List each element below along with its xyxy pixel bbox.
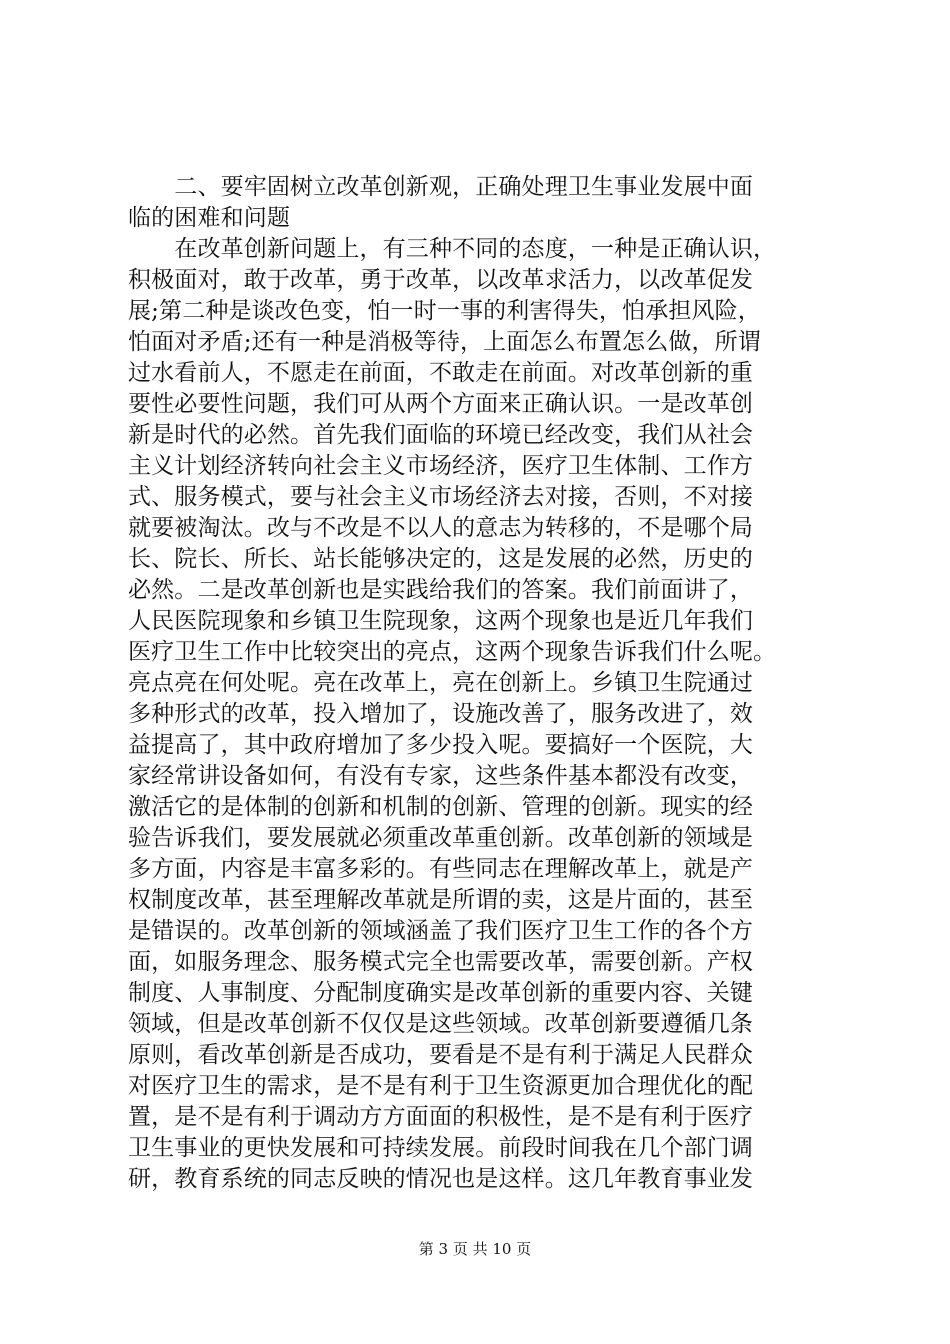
- text-line: 家经常讲设备如何，有没有专家，这些条件基本都没有改变，: [128, 763, 754, 789]
- text-line: 激活它的是体制的创新和机制的创新、管理的创新。现实的经: [128, 794, 754, 820]
- text-line: 面，如服务理念、服务模式完全也需要改革，需要创新。产权: [128, 949, 754, 975]
- text-line: 过水看前人，不愿走在前面，不敢走在前面。对改革创新的重: [128, 360, 754, 386]
- text-line: 展;第二种是谈改色变，怕一时一事的利害得失，怕承担风险，: [128, 298, 761, 324]
- text-line: 是错误的。改革创新的领域涵盖了我们医疗卫生工作的各个方: [128, 918, 754, 944]
- text-line: 新是时代的必然。首先我们面临的环境已经改变，我们从社会: [128, 422, 754, 448]
- text-line: 权制度改革，甚至理解改革就是所谓的卖，这是片面的，甚至: [128, 887, 754, 913]
- text-line: 多方面，内容是丰富多彩的。有些同志在理解改革上，就是产: [128, 856, 754, 882]
- heading-line: 二、要牢固树立改革创新观，正确处理卫生事业发展中面: [128, 174, 754, 200]
- text-line: 验告诉我们，要发展就必须重改革重创新。改革创新的领域是: [128, 825, 754, 851]
- text-line: 在改革创新问题上，有三种不同的态度，一种是正确认识，: [128, 236, 777, 262]
- text-line: 制度、人事制度、分配制度确实是改革创新的重要内容、关键: [128, 980, 754, 1006]
- text-line: 对医疗卫生的需求，是不是有利于卫生资源更加合理优化的配: [128, 1073, 754, 1099]
- text-line: 多种形式的改革，投入增加了，设施改善了，服务改进了，效: [128, 701, 754, 727]
- text-line: 益提高了，其中政府增加了多少投入呢。要搞好一个医院，大: [128, 732, 754, 758]
- page-number-footer: 第 3 页 共 10 页: [418, 1240, 532, 1258]
- text-line: 就要被淘汰。改与不改是不以人的意志为转移的，不是哪个局: [128, 515, 754, 541]
- text-line: 医疗卫生工作中比较突出的亮点，这两个现象告诉我们什么呢。: [128, 639, 777, 665]
- heading-line: 临的困难和问题: [128, 205, 291, 231]
- text-line: 长、院长、所长、站长能够决定的，这是发展的必然，历史的: [128, 546, 754, 572]
- text-line: 怕面对矛盾;还有一种是消极等待，上面怎么布置怎么做，所谓: [128, 329, 761, 355]
- text-line: 置，是不是有利于调动方方面面的积极性，是不是有利于医疗: [128, 1104, 754, 1130]
- text-line: 卫生事业的更快发展和可持续发展。前段时间我在几个部门调: [128, 1135, 754, 1161]
- text-line: 亮点亮在何处呢。亮在改革上，亮在创新上。乡镇卫生院通过: [128, 670, 754, 696]
- text-line: 原则，看改革创新是否成功，要看是不是有利于满足人民群众: [128, 1042, 754, 1068]
- text-line: 研，教育系统的同志反映的情况也是这样。这几年教育事业发: [128, 1166, 754, 1192]
- text-line: 人民医院现象和乡镇卫生院现象，这两个现象也是近几年我们: [128, 608, 754, 634]
- text-line: 式、服务模式，要与社会主义市场经济去对接，否则，不对接: [128, 484, 754, 510]
- text-line: 积极面对，敢于改革，勇于改革，以改革求活力，以改革促发: [128, 267, 754, 293]
- text-line: 主义计划经济转向社会主义市场经济，医疗卫生体制、工作方: [128, 453, 754, 479]
- text-line: 领域，但是改革创新不仅仅是这些领域。改革创新要遵循几条: [128, 1011, 754, 1037]
- body-text: [128, 172, 828, 1195]
- text-line: 要性必要性问题，我们可从两个方面来正确认识。一是改革创: [128, 391, 754, 417]
- text-line: 必然。二是改革创新也是实践给我们的答案。我们前面讲了，: [128, 577, 754, 603]
